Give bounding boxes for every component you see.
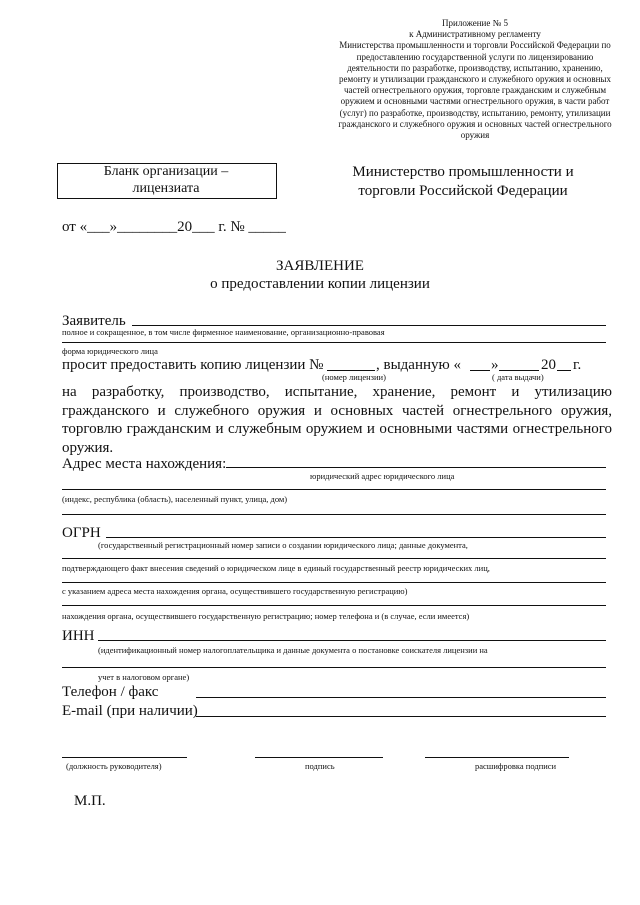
appendix-line: (услуг) по разработке, производству, испытанию, ремонту, утилизации — [339, 107, 611, 118]
organization-letterhead-label — [57, 163, 275, 197]
phone-field[interactable] — [196, 697, 606, 698]
request-issued-text: , выданную « — [376, 357, 461, 373]
ogrn-hint-3: с указанием адреса места нахождения органа, осуществившего государственную регистрацию) — [62, 586, 408, 596]
document-title: ЗАЯВЛЕНИЕ — [276, 258, 364, 274]
document-subtitle: о предоставлении копии лицензии — [210, 276, 430, 292]
signature-hint: подпись — [305, 761, 335, 771]
decoding-hint: расшифровка подписи — [475, 761, 557, 771]
appendix-line: к Административному регламенту — [409, 29, 541, 40]
issue-year-field[interactable] — [557, 370, 571, 371]
email-label: E-mail (при наличии) — [62, 703, 198, 719]
license-number-field[interactable] — [327, 370, 375, 371]
applicant-hint: полное и сокращенное, в том числе фирменное наименование, организационно-правовая — [62, 327, 385, 337]
phone-label: Телефон / факс — [62, 684, 159, 700]
appendix-line: деятельности по разработке, производству, испытанию, хранению, — [347, 62, 603, 73]
ogrn-field[interactable] — [106, 537, 606, 538]
inn-field-2[interactable] — [62, 667, 606, 668]
ogrn-label: ОГРН — [62, 525, 101, 541]
applicant-hint-2: форма юридического лица — [62, 346, 158, 356]
issue-date-hint: ( дата выдачи) — [492, 372, 544, 382]
license-number-hint: (номер лицензии) — [322, 372, 386, 382]
appendix-header — [330, 18, 620, 141]
appendix-line: Приложение № 5 — [442, 18, 508, 28]
position-field[interactable] — [62, 757, 187, 758]
address-hint: юридический адрес юридического лица — [310, 471, 455, 481]
address-field-2[interactable] — [62, 489, 606, 490]
seal-place-label: М.П. — [74, 793, 106, 809]
address-label: Адрес места нахождения: — [62, 456, 227, 472]
inn-hint-2: учет в налоговом органе) — [98, 672, 190, 682]
addressee-line-1: Министерство промышленности и — [352, 164, 574, 180]
letterhead-line-2: лицензиата — [132, 181, 200, 196]
ogrn-field-2[interactable] — [62, 558, 606, 559]
ogrn-hint-4: нахождения органа, осуществившего государственную регистрацию; номер телефона и (в случае, если имеется) — [62, 611, 470, 621]
appendix-line: оружием и основными частями огнестрельного оружия, в части работ — [340, 96, 610, 107]
ogrn-hint-2: подтверждающего факт внесения сведений о юридическом лице в единый государственный реестр юридических лиц, — [62, 563, 490, 573]
activity-description: на разработку, производство, испытание, хранение, ремонт и утилизацию гражданского и служебного оружия и основных частей огнестрельного оружия, торговлю гражданским и служебным оружием и основными частями огнестрельного оружия. — [62, 384, 612, 456]
applicant-field-2[interactable] — [62, 342, 606, 343]
ogrn-hint-1: (государственный регистрационный номер записи о создании юридического лица; данные документа, — [98, 540, 468, 550]
appendix-line: ремонту и утилизации гражданского и служебного оружия и основных — [339, 74, 611, 85]
inn-label: ИНН — [62, 628, 95, 644]
appendix-line: гражданского и служебного оружия и основных частей огнестрельного — [338, 118, 612, 129]
request-year-suffix: г. — [573, 357, 582, 373]
address-field-3[interactable] — [62, 514, 606, 515]
appendix-line: частей огнестрельного оружия, торговле гражданским и служебным — [343, 85, 607, 96]
inn-hint-1: (идентификационный номер налогоплательщика и данные документа о постановке соискателя лицензии на — [98, 645, 488, 655]
addressee — [318, 163, 608, 201]
addressee-line-2: торговли Российской Федерации — [358, 183, 568, 199]
request-year-prefix: 20 — [541, 357, 556, 373]
issue-month-field[interactable] — [499, 370, 539, 371]
date-number-field[interactable]: от «___»________20___ г. № _____ — [62, 219, 286, 235]
issue-day-field[interactable] — [470, 370, 490, 371]
letterhead-line-1: Бланк организации – — [103, 164, 229, 179]
signature-field[interactable] — [255, 757, 383, 758]
position-hint: (должность руководителя) — [66, 761, 162, 771]
appendix-line: Министерства промышленности и торговли Российской Федерации по — [339, 40, 611, 51]
appendix-line: оружия — [460, 130, 490, 141]
applicant-field[interactable] — [132, 325, 606, 326]
inn-field[interactable] — [98, 640, 606, 641]
ogrn-field-3[interactable] — [62, 582, 606, 583]
ogrn-field-4[interactable] — [62, 605, 606, 606]
address-hint-2: (индекс, республика (область), населенный пункт, улица, дом) — [62, 494, 288, 504]
request-text: просит предоставить копию лицензии № — [62, 357, 324, 373]
email-field[interactable] — [196, 716, 606, 717]
signature-decoding-field[interactable] — [425, 757, 569, 758]
appendix-line: предоставлению государственной услуги по лицензированию — [356, 51, 594, 62]
address-field[interactable] — [226, 467, 606, 468]
applicant-label: Заявитель — [62, 313, 126, 329]
request-quote-close: » — [491, 357, 499, 373]
